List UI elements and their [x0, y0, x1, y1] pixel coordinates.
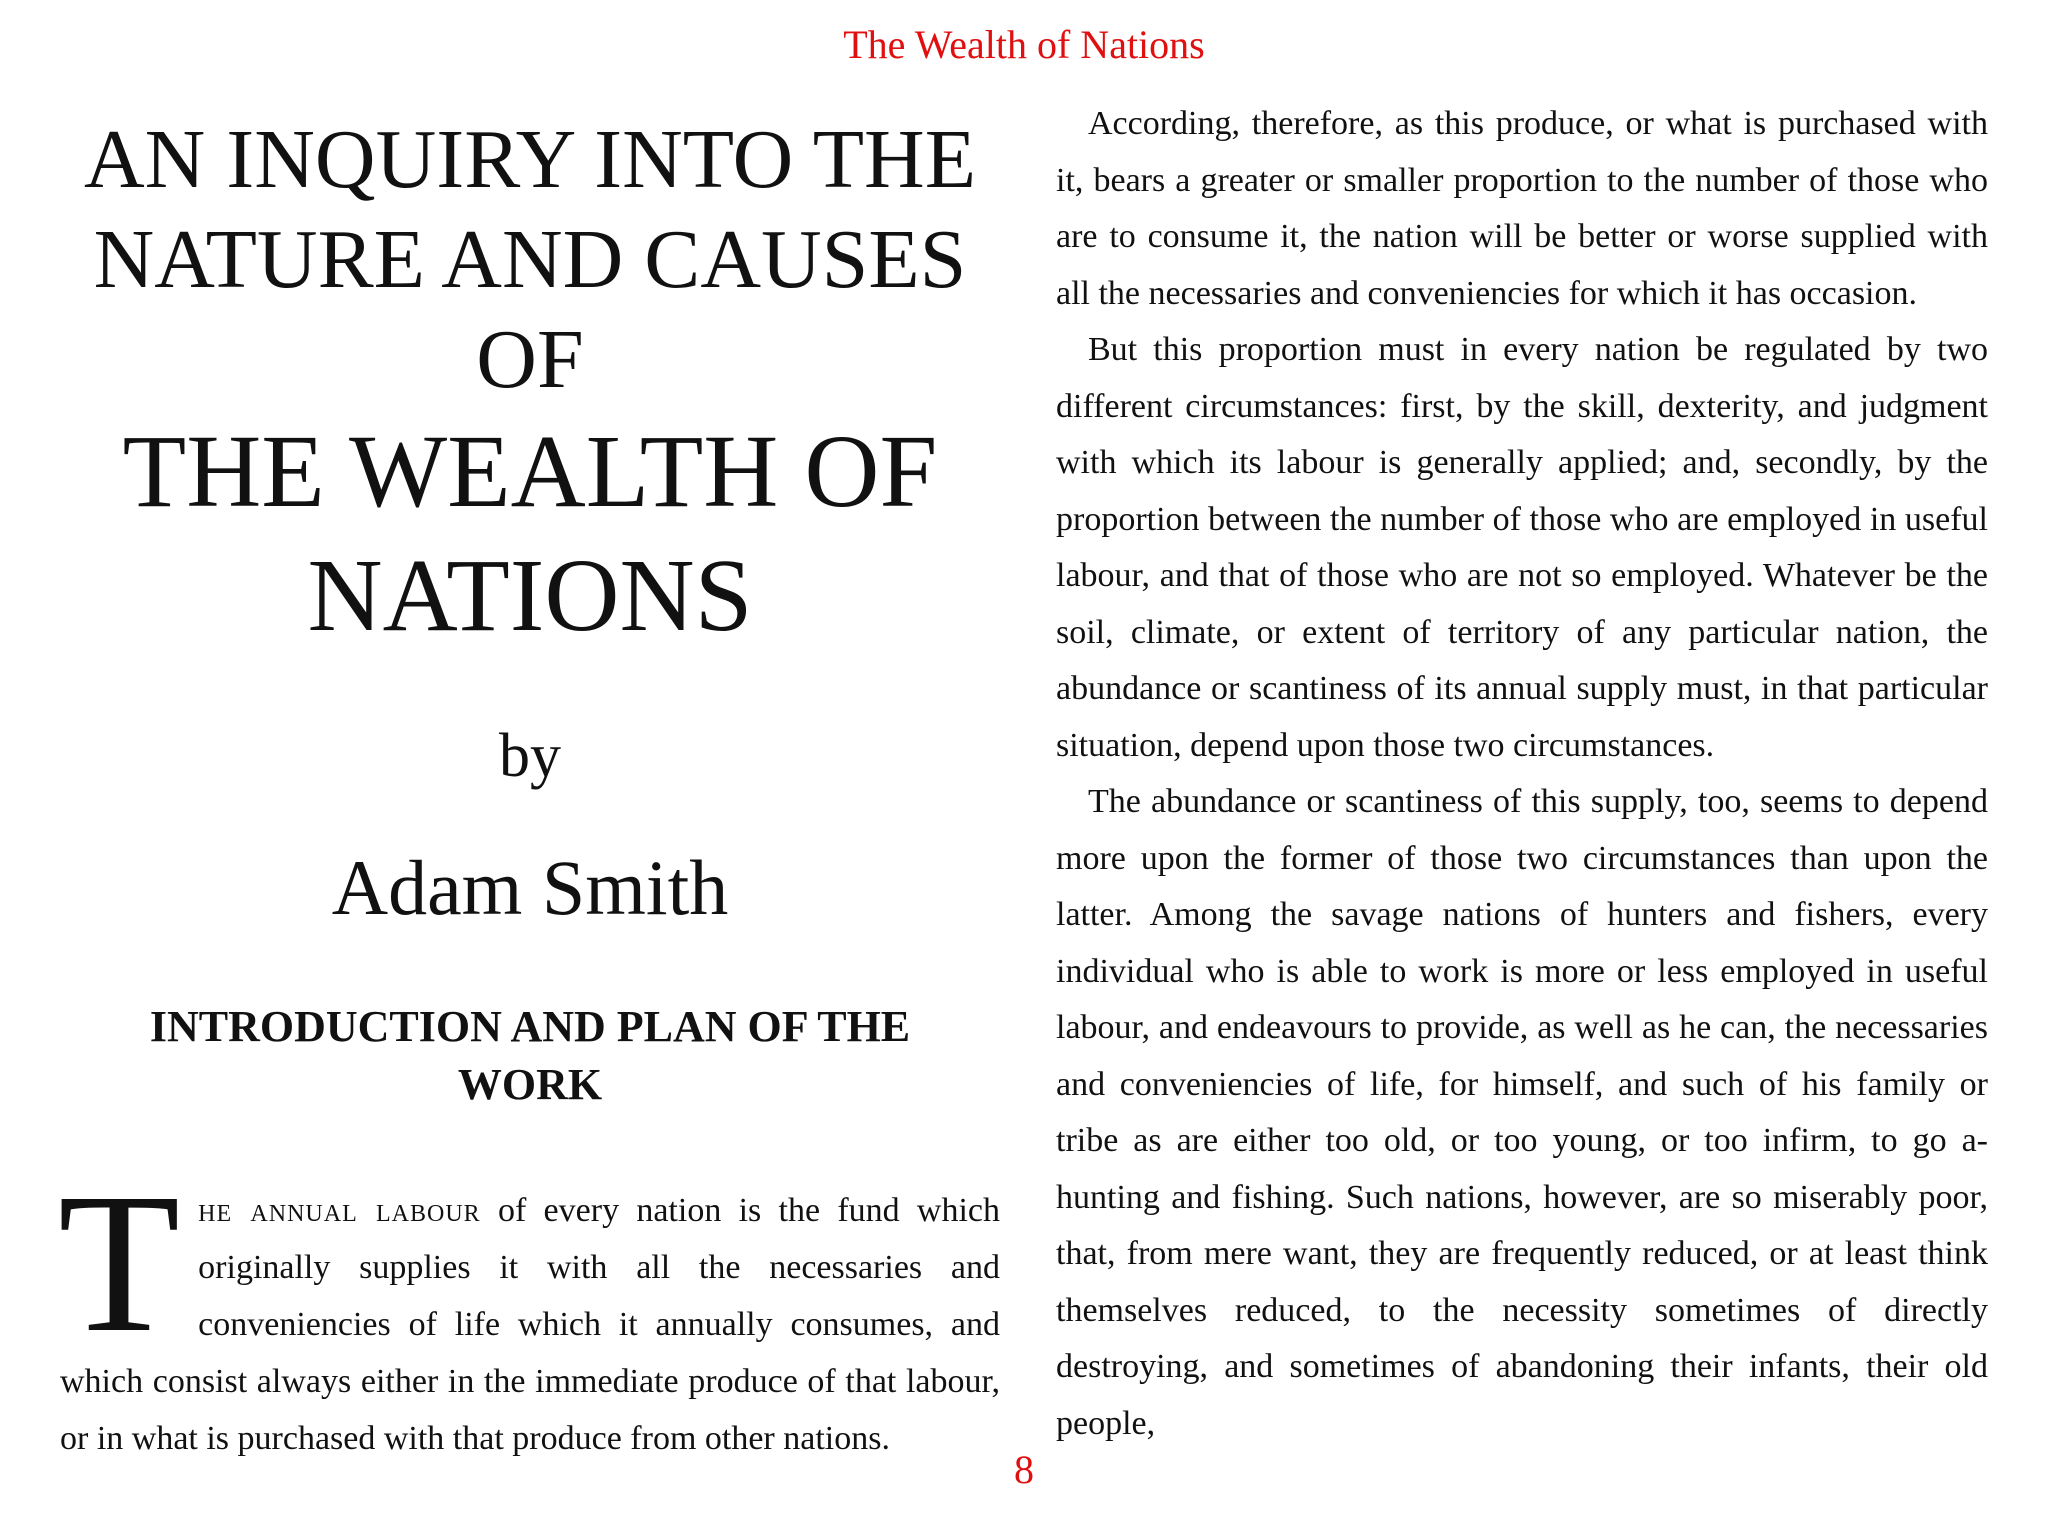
- body-paragraph: The abundance or scantiness of this supply, too, seems to depend more upon the former of those two circumstances than upon the latter. Among the savage nations of hunters and fishers, every individual who is able to work is more or less employed in useful labour, and endeavours to provide, as well as he can, the necessaries and conveniencies of life, for himself, and such of his family or tribe as are either too old, or too young, or too infirm, to go a-hunting and fishing. Such nations, however, are so miserably poor, that, from mere want, they are frequently reduced, or at least think themselves reduced, to the necessity sometimes of directly destroying, and sometimes of abandoning their infants, their old people,: [1056, 783, 1988, 1442]
- title-line-5: NATIONS: [307, 538, 753, 653]
- title-line-3: OF: [476, 313, 584, 406]
- byline: by: [499, 722, 561, 790]
- section-heading-line-1: INTRODUCTION AND PLAN OF THE: [149, 1002, 911, 1051]
- page-number: 8: [1014, 1447, 1034, 1492]
- section-heading-line-2: WORK: [457, 1060, 603, 1109]
- author-name: Adam Smith: [331, 844, 729, 931]
- body-paragraph: According, therefore, as this produce, or what is purchased with it, bears a greater or smaller proportion to the number of those who are to consume it, the nation will be better or worse supplied with all the necessaries and conveniencies for which it has occasion.: [1056, 105, 1988, 312]
- drop-cap: T: [58, 1153, 181, 1374]
- body-paragraph: But this proportion must in every nation be regulated by two different circumstances: first, by the skill, dexterity, and judgment with which its labour is generally applied; and, secondly, by the proportion between the number of those who are employed in useful labour, and that of those who are not so employed. Whatever be the soil, climate, or extent of territory of any particular nation, the abundance or scantiness of its annual supply must, in that particular situation, depend upon those two circumstances.: [1056, 331, 1988, 764]
- intro-text: of every nation is the fund which originally supplies it with all the necessaries and conveniencies of life which it annually consumes, and which consist always either in the immediate produce of that labour, or in what is purchased with that produce from other nations.: [60, 1192, 1001, 1457]
- intro-paragraph: [58, 1153, 1001, 1467]
- left-column: [60, 110, 1000, 1467]
- title-line-2: NATURE AND CAUSES: [93, 213, 967, 306]
- book-title: [60, 110, 1000, 658]
- running-head: The Wealth of Nations: [843, 22, 1205, 67]
- right-column: [1056, 96, 1988, 1452]
- section-heading: [60, 998, 1000, 1114]
- title-line-1: AN INQUIRY INTO THE: [83, 113, 977, 206]
- intro-smallcaps: he annual labour: [198, 1192, 481, 1229]
- title-line-4: THE WEALTH OF: [122, 414, 938, 529]
